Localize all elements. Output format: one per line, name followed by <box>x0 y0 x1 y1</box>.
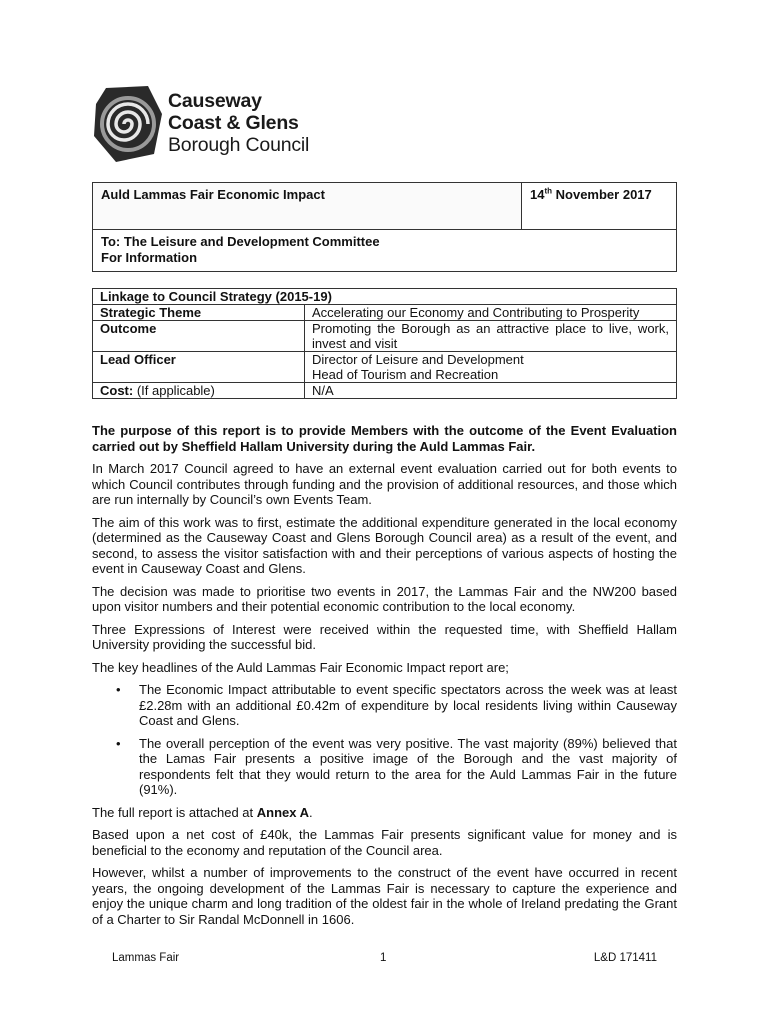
causeway-swirl-icon <box>92 84 162 164</box>
headline-list <box>92 682 677 798</box>
logo-line-3: Borough Council <box>168 134 310 156</box>
linkage-label: Strategic Theme <box>93 305 305 321</box>
purpose-statement: The purpose of this report is to provide Members with the outcome of the Event Evaluation carried out by Sheffield Hallam University during the Auld Lammas Fair. <box>92 423 677 454</box>
linkage-label: Outcome <box>93 321 305 352</box>
paragraph: The key headlines of the Auld Lammas Fair Economic Impact report are; <box>92 659 509 675</box>
paragraph: The aim of this work was to first, estimate the additional expenditure generated in the local economy (determined as the Causeway Coast and Glens Borough Council area) as a result of the event, and second, to assess the visitor satisfaction with and their perceptions of various aspects of hosting the event in Causeway Coast and Glens. <box>92 514 677 576</box>
annex-reference: The full report is attached at Annex A. <box>92 804 313 820</box>
linkage-label: Lead Officer <box>93 352 305 383</box>
linkage-heading: Linkage to Council Strategy (2015-19) <box>93 289 677 305</box>
linkage-label: Cost: (If applicable) <box>93 383 305 399</box>
paragraph: However, whilst a number of improvements to the construct of the event have occurred in recent years, the ongoing development of the Lammas Fair is necessary to capture the experience and enjoy the unique charm and long tradition of the oldest fair in the whole of Ireland predating the Grant of a Charter to Sir Randal McDonnell in 1606. <box>92 865 677 927</box>
report-date: 14th November 2017 <box>522 183 677 230</box>
document-reference: L&D 171411 <box>593 952 657 964</box>
paragraph: In March 2017 Council agreed to have an external event evaluation carried out for both events to which Council contributes through funding and the provision of additional resources, and those which are run internally by Council’s own Events Team. <box>92 461 677 507</box>
paragraph: The decision was made to prioritise two events in 2017, the Lammas Fair and the NW200 based upon visitor numbers and their potential economic contribution to the local economy. <box>92 583 677 614</box>
council-logo <box>92 84 332 164</box>
footer-title: Lammas Fair <box>112 952 180 964</box>
list-item: • The overall perception of the event was very positive. The vast majority (89%) believed that the Lamas Fair presents a positive image of the Borough and the vast majority of respondents felt that they would return to the area for the Auld Lammas Fair in the future (91%). <box>92 736 677 798</box>
list-item: • The Economic Impact attributable to event specific spectators across the week was at least £2.28m with an additional £0.42m of expenditure by local residents living within Causeway Coast and Glens. <box>92 682 677 729</box>
report-body <box>92 423 677 934</box>
logo-line-1: Causeway <box>168 90 262 112</box>
linkage-value: Promoting the Borough as an attractive place to live, work, invest and visit <box>305 321 677 352</box>
paragraph: Three Expressions of Interest were received within the requested time, with Sheffield Hallam University providing the successful bid. <box>92 621 677 652</box>
logo-line-2: Coast & Glens <box>168 112 299 134</box>
report-title: Auld Lammas Fair Economic Impact <box>93 183 522 230</box>
linkage-value: Accelerating our Economy and Contributing to Prosperity <box>305 305 677 321</box>
linkage-value: Director of Leisure and Development Head of Tourism and Recreation <box>305 352 677 383</box>
linkage-value: N/A <box>305 383 677 399</box>
paragraph: Based upon a net cost of £40k, the Lammas Fair presents significant value for money and is beneficial to the economy and reputation of the Council area. <box>92 827 677 858</box>
page-number: 1 <box>380 952 387 964</box>
report-recipient: To: The Leisure and Development Committee For Information <box>93 230 677 272</box>
report-header-table <box>92 182 677 272</box>
strategy-linkage-table <box>92 288 677 399</box>
